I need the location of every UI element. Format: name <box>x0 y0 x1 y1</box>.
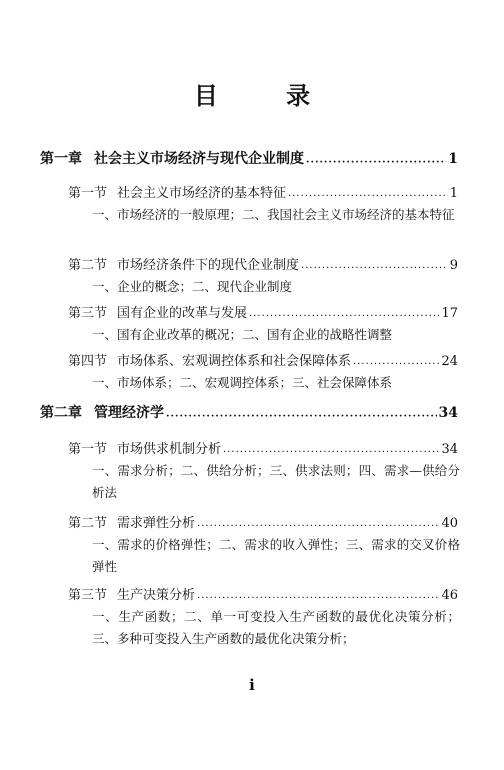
page-title: 目 录 <box>193 81 341 110</box>
dot-leader <box>306 153 446 167</box>
chapter-number: 第一章 <box>40 151 82 167</box>
section-number: 第二节 <box>68 516 108 531</box>
toc-section-2-1[interactable] <box>68 438 458 457</box>
section-page: 1 <box>449 186 458 201</box>
toc-chapter-2[interactable] <box>40 402 458 422</box>
toc-section-1-3[interactable] <box>68 302 458 321</box>
dot-leader <box>197 590 439 603</box>
toc-section-2-2[interactable] <box>68 512 458 531</box>
section-subtopics: 一、需求分析；二、供给分析；三、供求法则；四、需求—供给分析法 <box>92 463 460 500</box>
section-subtopics: 一、市场体系；二、宏观调控体系；三、社会保障体系 <box>92 375 393 390</box>
section-page: 34 <box>441 442 458 457</box>
section-page: 46 <box>441 588 458 603</box>
section-number: 第一节 <box>68 442 108 457</box>
chapter-title: 管理经济学 <box>94 405 164 421</box>
section-subtopics: 一、企业的概念；二、现代企业制度 <box>92 279 293 294</box>
section-number: 第三节 <box>68 306 108 321</box>
section-title: 社会主义市场经济的基本特征 <box>117 186 287 201</box>
dot-leader <box>197 518 439 531</box>
toc-section-1-2[interactable] <box>68 254 458 273</box>
section-page: 24 <box>441 354 458 369</box>
section-page: 9 <box>449 258 458 273</box>
dot-leader <box>353 356 439 369</box>
dot-leader <box>166 407 437 421</box>
section-subtopics: 一、国有企业改革的概况；二、国有企业的战略性调整 <box>92 327 393 342</box>
section-subtopics: 一、需求的价格弹性；二、需求的收入弹性；三、需求的交叉价格弹性 <box>92 537 460 574</box>
section-number: 第二节 <box>68 258 108 273</box>
dot-leader <box>301 260 448 273</box>
section-title: 市场体系、宏观调控体系和社会保障体系 <box>117 354 352 369</box>
dot-leader <box>249 308 439 321</box>
section-page: 40 <box>441 516 458 531</box>
section-title: 国有企业的改革与发展 <box>117 306 248 321</box>
section-title: 需求弹性分析 <box>117 516 196 531</box>
chapter-number: 第二章 <box>40 405 82 421</box>
toc-section-1-1[interactable] <box>68 182 458 201</box>
section-title: 生产决策分析 <box>117 588 196 603</box>
chapter-title: 社会主义市场经济与现代企业制度 <box>94 151 304 167</box>
section-title: 市场经济条件下的现代企业制度 <box>117 258 300 273</box>
chapter-page: 34 <box>438 405 458 421</box>
toc-chapter-1[interactable] <box>40 148 458 168</box>
section-number: 第一节 <box>68 186 108 201</box>
page-folio: i <box>249 676 255 694</box>
section-page: 17 <box>441 306 458 321</box>
toc-section-1-4[interactable] <box>68 350 458 369</box>
dot-leader <box>223 444 439 457</box>
dot-leader <box>288 188 448 201</box>
toc-section-2-3[interactable] <box>68 584 458 603</box>
section-number: 第三节 <box>68 588 108 603</box>
section-number: 第四节 <box>68 354 108 369</box>
section-subtopics: 一、生产函数；二、单一可变投入生产函数的最优化决策分析；三、多种可变投入生产函数的最优化决策分析； <box>92 609 460 646</box>
section-subtopics: 一、市场经济的一般原理；二、我国社会主义市场经济的基本特征 <box>92 207 455 222</box>
section-title: 市场供求机制分析 <box>117 442 222 457</box>
chapter-page: 1 <box>448 151 458 167</box>
